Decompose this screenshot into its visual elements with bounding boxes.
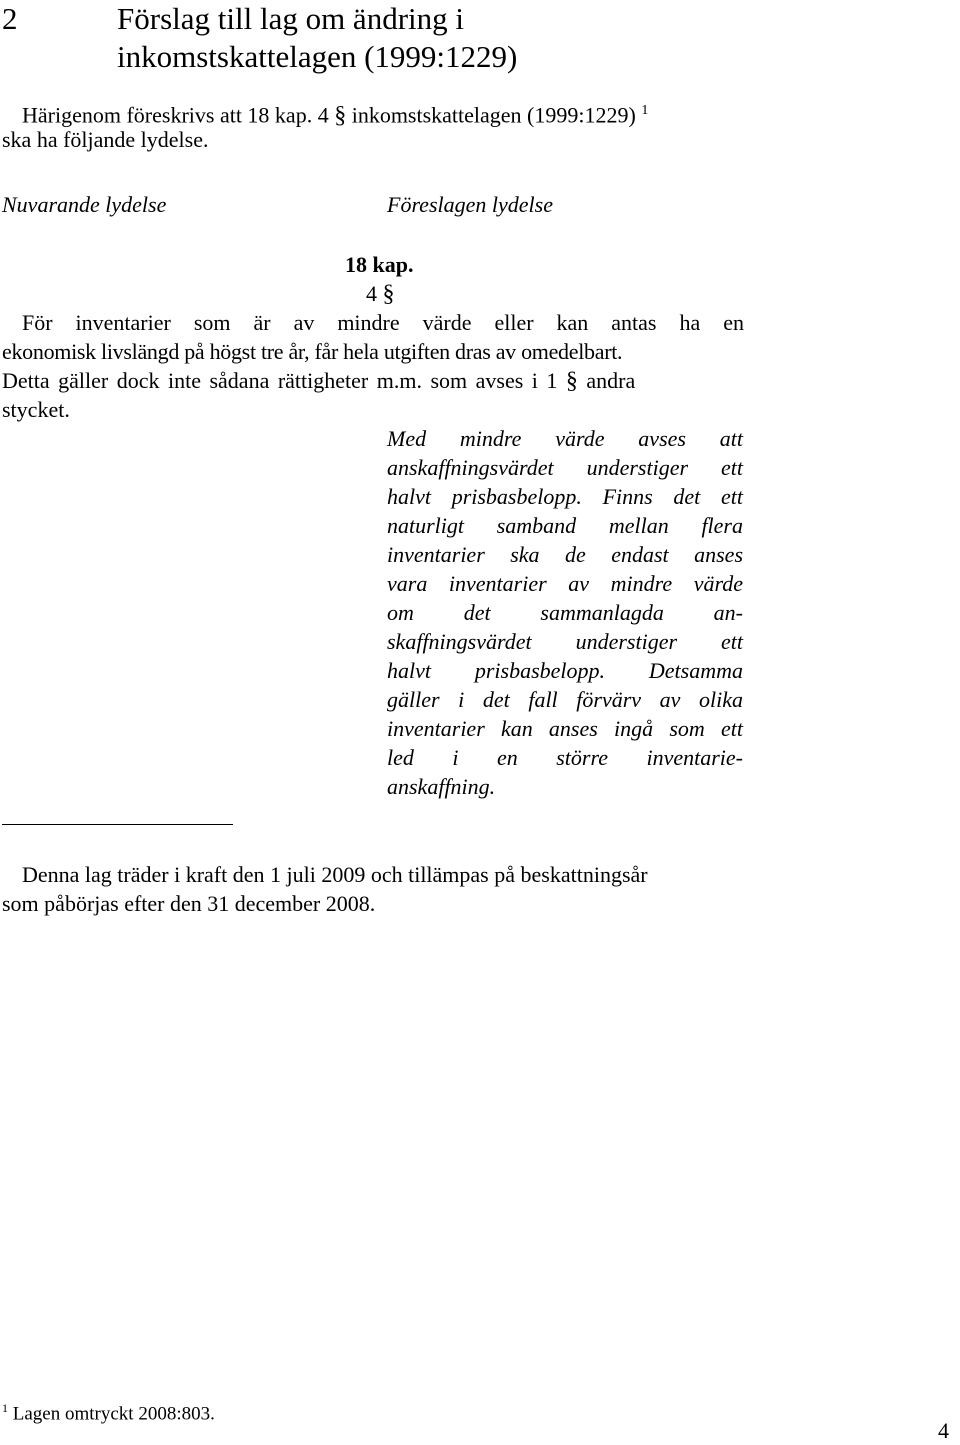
proposed-line: led i en större inventarie- — [387, 745, 743, 770]
paragraph-symbol: § — [334, 102, 347, 129]
page-number: 4 — [938, 1418, 949, 1443]
section-title-line1: Förslag till lag om ändring i — [117, 1, 464, 36]
proposed-line: Med mindre värde avses att — [387, 426, 743, 451]
proposed-line: anskaffning. — [387, 774, 496, 799]
effective-line2: som påbörjas efter den 31 december 2008. — [2, 891, 376, 916]
current-text-line3a: Detta gäller dock inte sådana rättigheter m.m. som avses i 1 — [2, 368, 566, 393]
proposed-line: halvt prisbasbelopp. Detsamma — [387, 658, 743, 683]
paragraph-symbol: § — [565, 368, 578, 394]
footnote-ref: 1 — [641, 103, 649, 118]
proposed-line: inventarier kan anses ingå som ett — [387, 716, 743, 741]
proposed-line: om det sammanlagda an- — [387, 600, 743, 625]
intro-text-end: inkomstskattelagen (1999:1229) — [346, 102, 636, 128]
current-text-line3b: andra — [577, 368, 636, 393]
proposed-line: naturligt samband mellan flera — [387, 513, 743, 538]
current-text-line2: ekonomisk livslängd på högst tre år, får hela utgiften dras av omedelbart. — [2, 339, 623, 364]
proposed-line: skaffningsvärdet understiger ett — [387, 629, 743, 654]
paragraph-number: 4 — [366, 281, 383, 306]
current-text-line1: För inventarier som är av mindre värde eller kan antas ha en — [22, 310, 744, 335]
proposed-text-block — [387, 424, 743, 801]
separator-line — [2, 824, 233, 825]
footnote-number: 1 — [2, 1401, 8, 1415]
proposed-line: anskaffningsvärdet understiger ett — [387, 455, 743, 480]
proposed-line: gäller i det fall förvärv av olika — [387, 687, 743, 712]
chapter-heading: 18 kap. — [345, 252, 414, 277]
footnote-text: Lagen omtryckt 2008:803. — [12, 1403, 215, 1425]
section-title-line2: inkomstskattelagen (1999:1229) — [117, 39, 518, 74]
proposed-line: vara inventarier av mindre värde — [387, 571, 743, 596]
current-text-line3 — [2, 366, 744, 396]
current-text-line4: stycket. — [2, 397, 70, 422]
paragraph-heading — [366, 279, 395, 309]
footnote — [2, 1396, 215, 1426]
column-proposed-header: Föreslagen lydelse — [387, 192, 553, 217]
section-number: 2 — [2, 1, 18, 36]
intro-line2: ska ha följande lydelse. — [2, 127, 209, 152]
column-current-header: Nuvarande lydelse — [2, 192, 167, 217]
proposed-line: inventarier ska de endast anses — [387, 542, 743, 567]
proposed-line: halvt prisbasbelopp. Finns det ett — [387, 484, 743, 509]
paragraph-symbol: § — [382, 281, 395, 307]
effective-line1: Denna lag träder i kraft den 1 juli 2009 och tillämpas på beskattningsår — [22, 862, 648, 887]
intro-text-start: Härigenom föreskrivs att 18 kap. 4 — [22, 102, 335, 128]
